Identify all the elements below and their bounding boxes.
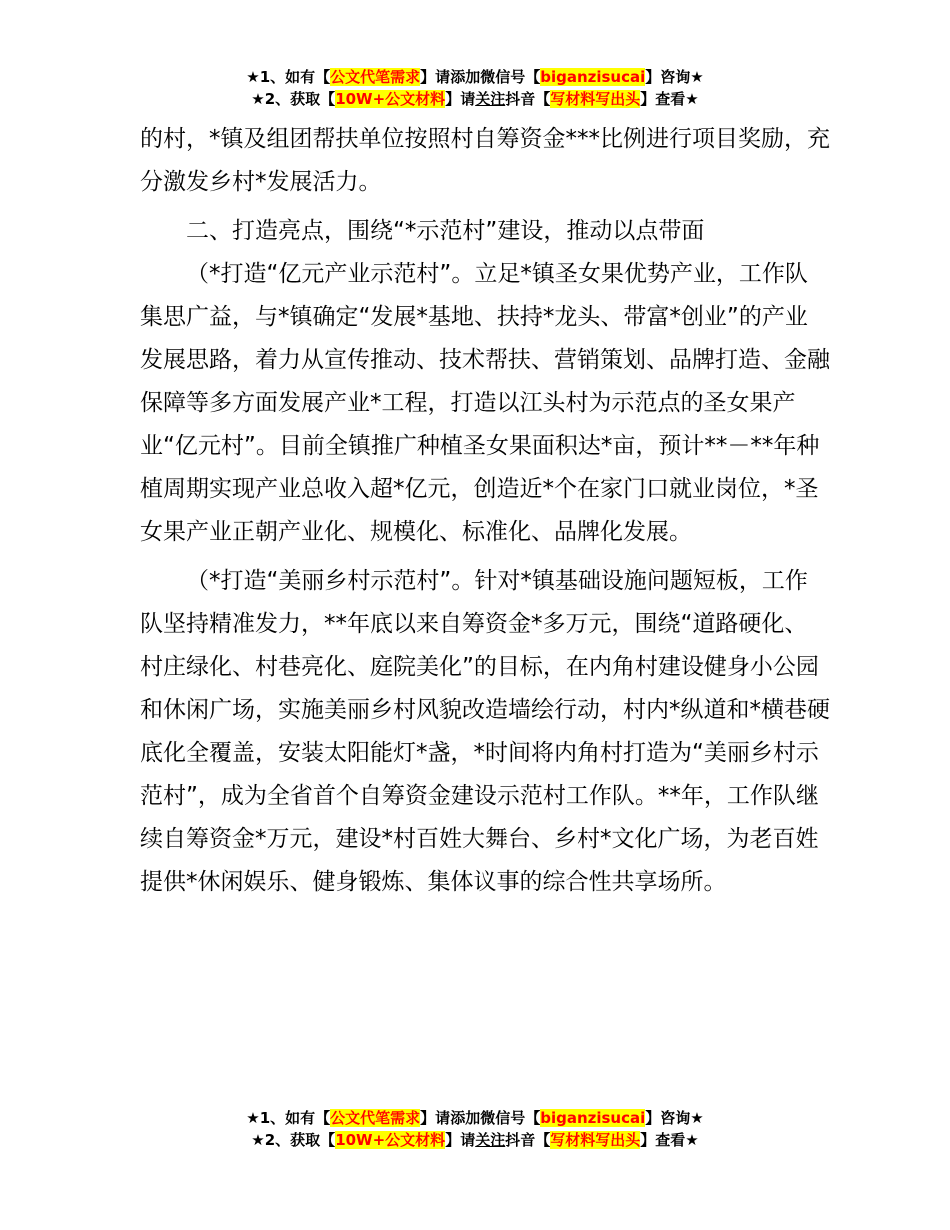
banner-highlight: biganzisucai (540, 68, 646, 86)
banner-line-2 (0, 1129, 950, 1151)
banner-highlight: 公文代笔需求 (330, 68, 421, 86)
banner-highlight: 10W+公文材料 (335, 1131, 446, 1149)
banner-highlight: 写材料写出头 (550, 90, 641, 108)
banner-highlight: 10W+公文材料 (335, 90, 446, 108)
banner-text: 】咨询★ (645, 68, 704, 86)
banner-text: 关注 (475, 1131, 506, 1149)
banner-text: 关注 (475, 90, 506, 108)
banner-text: 】请 (445, 90, 476, 108)
paragraph: （*打造“亿元产业示范村”。立足*镇圣女果优势产业，工作队集思广益，与*镇确定“发展*基地、扶持*龙头、带富*创业”的产业发展思路，着力从宣传推动、技术帮扶、营销策划、品牌打造、金融保障等多方面发展产业*工程，打造以江头村为示范点的圣女果产业“亿元村”。目前全镇推广种植圣女果面积达*亩，预计**－**年种植周期实现产业总收入超*亿元，创造近*个在家门口就业岗位，*圣女果产业正朝产业化、规模化、标准化、品牌化发展。 (140, 261, 830, 545)
banner-highlight: biganzisucai (540, 1109, 646, 1127)
banner-text: 抖音【 (505, 1131, 551, 1149)
banner-line-2 (0, 88, 950, 110)
banner-text: ★1、如有【 (246, 68, 331, 86)
banner-text: 】请 (445, 1131, 476, 1149)
banner-line-1 (0, 1107, 950, 1129)
banner-text: 微信号【 (480, 1109, 541, 1127)
banner-text: 】查看★ (640, 90, 699, 108)
banner-text: ★2、获取【 (251, 90, 336, 108)
document-body (140, 118, 830, 904)
banner-highlight: 公文代笔需求 (330, 1109, 421, 1127)
footer-banner (0, 1107, 950, 1151)
paragraph: 的村，*镇及组团帮扶单位按照村自筹资金***比例进行项目奖励，充分激发乡村*发展活力。 (140, 126, 830, 195)
banner-text: 】请 (420, 68, 451, 86)
banner-highlight: 写材料写出头 (550, 1131, 641, 1149)
header-banner (0, 66, 950, 110)
banner-text: 抖音【 (505, 90, 551, 108)
section-heading: 二、打造亮点，围绕“*示范村”建设，推动以点带面 (186, 218, 705, 244)
banner-text: 添加 (450, 68, 481, 86)
banner-text: 】咨询★ (645, 1109, 704, 1127)
banner-text: 】请 (420, 1109, 451, 1127)
banner-line-1 (0, 66, 950, 88)
banner-text: 添加 (450, 1109, 481, 1127)
banner-text: 微信号【 (480, 68, 541, 86)
banner-text: ★2、获取【 (251, 1131, 336, 1149)
banner-text: 】查看★ (640, 1131, 699, 1149)
paragraph: （*打造“美丽乡村示范村”。针对*镇基础设施问题短板，工作队坚持精准发力，**年底以来自筹资金*多万元，围绕“道路硬化、村庄绿化、村巷亮化、庭院美化”的目标，在内角村建设健身小公园和休闲广场，实施美丽乡村风貌改造墙绘行动，村内*纵道和*横巷硬底化全覆盖，安装太阳能灯*盏，*时间将内角村打造为“美丽乡村示范村”，成为全省首个自筹资金建设示范村工作队。**年，工作队继续自筹资金*万元，建设*村百姓大舞台、乡村*文化广场，为老百姓提供*休闲娱乐、健身锻炼、集体议事的综合性共享场所。 (140, 568, 830, 895)
banner-text: ★1、如有【 (246, 1109, 331, 1127)
